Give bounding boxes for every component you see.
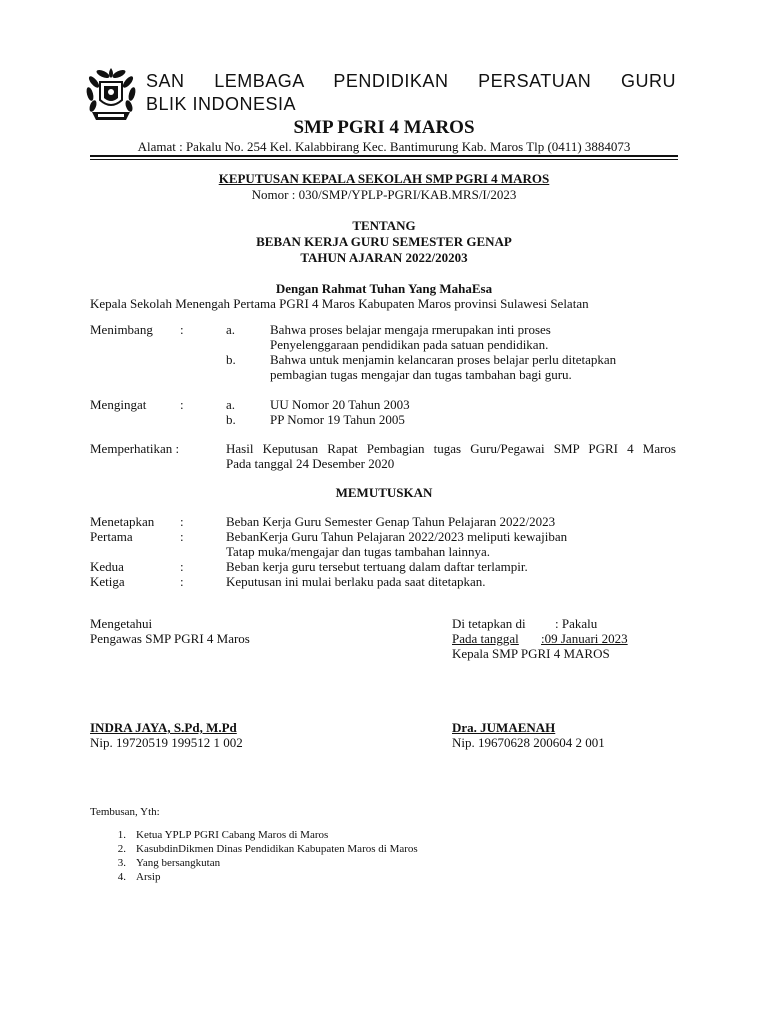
principal-title: Kepala SMP PGRI 4 MAROS — [452, 646, 610, 661]
menimbang-b-line-1: Bahwa untuk menjamin kelancaran proses belajar perlu ditetapkan — [270, 352, 617, 367]
school-name: SMP PGRI 4 MAROS — [293, 117, 475, 138]
cc-item: Yang bersangkutan — [136, 857, 221, 869]
place-value: : Pakalu — [555, 616, 598, 631]
mengingat-marker-a: a. — [226, 397, 236, 412]
principal-nip: Nip. 19670628 200604 2 001 — [452, 735, 605, 750]
menimbang-marker-b: b. — [226, 352, 236, 367]
carbon-copy-heading: Tembusan, Yth: — [90, 806, 160, 818]
pertama-label: Pertama — [90, 529, 133, 544]
date-label: Pada tanggal — [452, 631, 519, 646]
cc-item-number: 1. — [117, 829, 126, 841]
cc-item: Ketua YPLP PGRI Cabang Maros di Maros — [136, 829, 329, 841]
menimbang-colon: : — [180, 322, 184, 337]
menimbang-a-line-2: Penyelenggaraan pendidikan pada satuan pendidikan. — [270, 337, 549, 352]
subject-line-2: TAHUN AJARAN 2022/20203 — [300, 250, 468, 265]
organization-name-line-1: SAN LEMBAGA PENDIDIKAN PERSATUAN GURU — [146, 71, 676, 91]
memperhatikan-line-2: Pada tanggal 24 Desember 2020 — [226, 456, 395, 471]
ketiga-label: Ketiga — [90, 574, 125, 589]
mengingat-a-text: UU Nomor 20 Tahun 2003 — [270, 397, 410, 412]
supervisor-name: INDRA JAYA, S.Pd, M.Pd — [90, 720, 237, 735]
pertama-line-2: Tatap muka/mengajar dan tugas tambahan lainnya. — [226, 544, 491, 559]
acknowledged-label: Mengetahui — [90, 616, 153, 631]
subject-line-1: BEBAN KERJA GURU SEMESTER GENAP — [256, 234, 512, 249]
ketiga-text: Keputusan ini mulai berlaku pada saat ditetapkan. — [226, 574, 486, 589]
menetapkan-label: Menetapkan — [90, 514, 155, 529]
kedua-text: Beban kerja guru tersebut tertuang dalam daftar terlampir. — [226, 559, 528, 574]
mengingat-marker-b: b. — [226, 412, 236, 427]
mengingat-b-text: PP Nomor 19 Tahun 2005 — [270, 412, 405, 427]
date-value: :09 Januari 2023 — [541, 631, 628, 646]
kedua-colon: : — [180, 559, 184, 574]
memperhatikan-label: Memperhatikan : — [90, 441, 180, 456]
decree-title: KEPUTUSAN KEPALA SEKOLAH SMP PGRI 4 MAROS — [218, 171, 550, 186]
cc-item-number: 3. — [117, 857, 126, 869]
memutuskan-heading: MEMUTUSKAN — [335, 485, 433, 500]
cc-item: Arsip — [136, 871, 161, 883]
ketiga-colon: : — [180, 574, 184, 589]
principal-name: Dra. JUMAENAH — [452, 720, 556, 735]
menimbang-label: Menimbang — [90, 322, 153, 337]
organization-name-line-2: BLIK INDONESIA — [146, 94, 297, 114]
memperhatikan-line-1: Hasil Keputusan Rapat Pembagian tugas Guru/Pegawai SMP PGRI 4 Maros — [226, 441, 676, 456]
kedua-label: Kedua — [90, 559, 124, 574]
supervisor-nip: Nip. 19720519 199512 1 002 — [90, 735, 243, 750]
menimbang-a-line-1: Bahwa proses belajar mengaja rmerupakan inti proses — [270, 322, 551, 337]
menimbang-marker-a: a. — [226, 322, 236, 337]
mengingat-colon: : — [180, 397, 184, 412]
about-label: TENTANG — [352, 218, 416, 233]
menetapkan-text: Beban Kerja Guru Semester Genap Tahun Pelajaran 2022/2023 — [226, 514, 556, 529]
cc-item-number: 2. — [117, 843, 126, 855]
supervisor-title: Pengawas SMP PGRI 4 Maros — [90, 631, 250, 646]
school-address: Alamat : Pakalu No. 254 Kel. Kalabbirang Kec. Bantimurung Kab. Maros Tlp (0411) 3884073 — [137, 139, 631, 154]
menimbang-b-line-2: pembagian tugas mengajar dan tugas tambahan bagi guru. — [270, 367, 572, 382]
place-label: Di tetapkan di — [452, 616, 526, 631]
letterhead-rule-thin — [90, 159, 678, 160]
cc-item: KasubdinDikmen Dinas Pendidikan Kabupaten Maros di Maros — [136, 843, 418, 855]
decree-number: Nomor : 030/SMP/YPLP-PGRI/KAB.MRS/I/2023 — [251, 187, 517, 202]
blessing-line: Dengan Rahmat Tuhan Yang MahaEsa — [275, 281, 493, 296]
issuer-line: Kepala Sekolah Menengah Pertama PGRI 4 Maros Kabupaten Maros provinsi Sulawesi Selatan — [90, 296, 589, 311]
pertama-colon: : — [180, 529, 184, 544]
menetapkan-colon: : — [180, 514, 184, 529]
letterhead-rule-thick — [90, 155, 678, 157]
pertama-line-1: BebanKerja Guru Tahun Pelajaran 2022/2023 meliputi kewajiban — [226, 529, 568, 544]
cc-item-number: 4. — [117, 871, 126, 883]
mengingat-label: Mengingat — [90, 397, 147, 412]
